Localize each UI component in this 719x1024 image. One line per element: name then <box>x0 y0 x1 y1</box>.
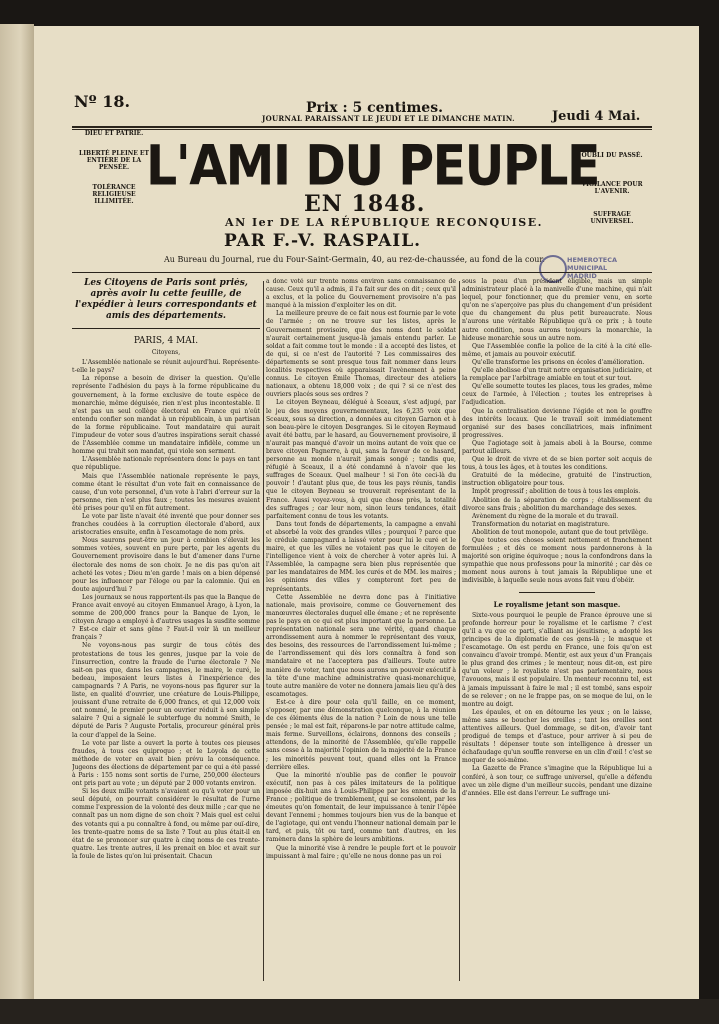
paragraph: Dans tout fonds de départements, la campagne a envahi et absorbé la voix des grandes villes ; pourquoi ? parce que le crédule campagnard a laissé voter pour lui le curé et le maire, et que les villes ne votaient pas que le citoyen de l'intelligence vient à voix de chercher à voter après lui. A l'Assemblée, la campagne sera bien plus représentée que par les mandataires de MM. les curés et de MM. les maires ; les opinions des villes y compteront fort peu de représentants. <box>266 520 456 593</box>
stamp-line-3: MADRID <box>567 272 597 280</box>
issue-number: Nº 18. <box>74 92 131 111</box>
year-heading: EN 1848. <box>304 191 426 217</box>
paragraph: Gratuité de la médecine, gratuité de l'instruction, instruction obligatoire pour tous. <box>462 472 652 488</box>
motto-left-2: LIBERTÉ PLEINE ET ENTIÈRE DE LA PENSÉE. <box>79 150 149 171</box>
paragraph: Que la minorité n'oublie pas de confier le pouvoir exécutif, non pas à ces pâles imitateurs de la politique imposée dix-huit ans à Louis-Philippe par les ennemis de la France ; politique de tremblement, qui se consolent, par les émeutes qu'on fomentait, de leur impuissance à tenir l'épée devant l'ennemi ; hommes toujours bien vus de la banque et de l'agiotage, qui ont vendu l'honneur national demain par le tard, et puis, tôt ou tard, comme tant d'autres, en les ramènera dans la sphère de leurs ambitions. <box>266 771 456 844</box>
publication-subtitle: JOURNAL PARAISSANT LE JEUDI ET LE DIMANCHE MATIN. <box>262 114 515 123</box>
paragraph: Les épaules, et on en détourne les yeux ; on le laisse, même sans se boucher les oreilles ; tant les oreilles sont attentives ailleurs. Quel dommage, se dit-on, d'avoir tant prodigué de temps et d'astuce, pour arriver à si peu de résultats ! dépenser toute son intelligence à dresser un échafaudage qu'un souffle renverse en un clin d'œil ! c'est se moquer de soi-même. <box>462 708 652 765</box>
paragraph: Abolition de la séparation de corps ; établissement du divorce sans frais ; abolition du marchandage des sexes. <box>462 496 652 512</box>
paragraph: Le vote par liste n'avait été inventé que pour donner ses franches coudées à la corruption électorale d'abord, aux aristocraties ensuite, enfin à l'escamotage de nom près. <box>72 512 260 537</box>
motto-left-1: DIEU ET PATRIE. <box>84 130 144 137</box>
author-line: PAR F.-V. RASPAIL. <box>224 231 422 251</box>
paragraph: Transformation du notariat en magistrature. <box>472 520 610 528</box>
motto-right-1: OUBLI DU PASSÉ. <box>581 152 643 159</box>
motto-right-2: VIGILANCE POUR L'AVENIR. <box>581 181 643 195</box>
office-address: Au Bureau du Journal, rue du Four-Saint-Germain, 40, au rez-de-chaussée, au fond de la cour. <box>164 255 545 264</box>
newspaper-page <box>34 26 699 999</box>
paragraph: La réponse a besoin de diviser la question. Qu'elle représente l'adhésion du pays à la forme républicaine du gouvernement, à la forme exclusive de toute espèce de monarchie, même déguisée, rien n'est plus incontestable. Il n'est pas un seul collège électoral en France qui n'eût entendu confier son mandat à un républicain, à un partisan de la forme républicaine. Tout mandataire qui aurait l'impudeur de voter sous d'autres inspirations serait chassé de l'Assemblée comme un mandataire infidèle, comme un homme qui trahit son mandat, qui viole son serment. <box>72 375 260 456</box>
paragraph: Qu'elle transforme les prisons en écoles d'amélioration. <box>472 358 645 366</box>
paragraph: a donc voté sur trente noms environ sans connaissance de cause. Ceux qu'il a admis, il l'a fait sur des on dit ; ceux qu'il a exclus, et la police du Gouvernement provisoire n'a pas manqué à la mission d'exploiter les on dit. <box>266 278 456 310</box>
paragraph: Sixte-vous pourquoi le peuple de France éprouve une si profonde horreur pour le royalisme et le carlisme ? c'est qu'il a vu que ce parti, s'alliant au jésuitisme, a adopté les principes de la diplomatie de ces gens-là ; le masque et l'escamotage. On est perdu en France, une fois qu'on est convaincu d'avoir trompé. Mentir, est aux yeux d'un Français le plus grand des crimes ; le menteur, nous dit-on, est pire qu'un voleur ; le royaliste n'est pas parlementaire, nous l'avouons, mais il est populaire. Un menteur reconnu tel, est à jamais impuissant à faire le mal ; il est tombé, sans espoir de se relever ; on ne le frappe pas, on se moque de lui, on le montre au doigt. <box>462 611 652 708</box>
masthead-rule-top-thin <box>72 129 652 130</box>
paragraph: Que le droit de vivre et de se bien porter soit acquis de tous, à tous les âges, et à toutes les conditions. <box>462 456 652 472</box>
republique-line: AN Ier DE LA RÉPUBLIQUE RECONQUISE. <box>225 216 543 229</box>
paragraph: La Gazette de France s'imagine que la République lui a conféré, à son tour, ce suffrage universel, qu'elle a défendu avec un zèle digne d'un meilleur succès, pendant une dizaine d'années. Elle est dans l'erreur. Le suffrage uni- <box>462 765 652 797</box>
newspaper-title: L'AMI DU PEUPLE <box>146 134 600 198</box>
paragraph: Qu'elle soumette toutes les places, tous les grades, même ceux de l'armée, à l'élection ; toutes les entreprises à l'adjudication. <box>462 383 652 407</box>
paragraph: Que l'agiotage soit à jamais aboli à la Bourse, comme partout ailleurs. <box>462 439 652 455</box>
paragraph: L'Assemblée nationale se réunit aujourd'hui. Représente-t-elle le pays? <box>72 359 260 375</box>
notice-box: Les Citoyens de Paris sont priés, après avoir lu cette feuille, de l'expédier à leurs correspondants et amis des départements. <box>75 278 257 321</box>
paragraph: Les journaux se nous rapportent-ils pas que la Banque de France avait envoyé au citoyen Emmanuel Arago, à Lyon, la somme de 200,000 francs pour la Banque de Lyon, le citoyen Arago a employé à d'autres usages la susdite somme ? Est-ce clair et sans gêne ? Faut-il voir là un meilleur français ? <box>72 593 260 642</box>
book-spine <box>0 24 34 1004</box>
paragraph: Cette Assemblée ne devra donc pas à l'initiative nationale, mais provisoire, comme ce Gouvernement des manœuvres électorales duquel elle émane ; et ne représente pas le pays en ce qui est plus important que la personne. La représentation nationale sera une vérité, quand chaque arrondissement aura à nommer le représentant des vœux, des besoins, des ressources de l'arrondissement lui-même ; de l'arrondissement qui dès lors connaîtra à fond son mandataire et ne l'acceptera pas d'ailleurs. Toute autre manière de voter, tant que nous aurons un pouvoir exécutif à la tête d'une machine administrative quasi-monarchique, toute autre manière de voter ne donnera jamais lieu qu'à des escamotages. <box>266 593 456 698</box>
paragraph: Si les deux mille votants n'avaient eu qu'à voter pour un seul député, on pourrait considérer le résultat de l'urne comme l'expression de la volonté des deux mille ; car que ne connaît pas un nom digne de son choix ? Mais quel est celui des votants qui a pu connaître à fond, ou même par ouï-dire, les trente-quatre noms de sa liste ? Tout au plus était-il en état de se prononcer sur quatre à cinq noms de ces trente-quatre. Les trente autres, il les prenait en bloc et avait sur la foule de listes qu'on lui présentait. Chacun <box>72 788 260 860</box>
paragraph: Qu'elle abolisse d'un trait notre organisation judiciaire, et la remplace par l'arbitrage amiable en tout et sur tout. <box>462 367 652 383</box>
salutation: Citoyens, <box>151 349 181 357</box>
motto-left-3: TOLÉRANCE RELIGIEUSE ILLIMITÉE. <box>92 184 136 205</box>
price: Prix : 5 centimes. <box>306 100 443 116</box>
column-3 <box>462 278 652 983</box>
paragraph: Mais que l'Assemblée nationale représente le pays, comme étant le résultat d'un vote fait en connaissance de cause, d'un vote personnel, d'un vote à l'abri d'erreur sur la personne, rien n'est plus faux ; toutes les mesures avaient été prises pour qu'il en fût autrement. <box>72 472 260 512</box>
issue-date: Jeudi 4 Mai. <box>552 109 641 124</box>
column-divider-2 <box>459 281 460 981</box>
paragraph: Que la centralisation devienne l'égide et non le gouffre des intérêts locaux. Que le travail soit immédiatement organisé sur des bases conciliatrices, mais infiniment progressives. <box>462 407 652 439</box>
motto-right-3: SUFFRAGE UNIVERSEL. <box>590 211 634 225</box>
stamp-line-2: MUNICIPAL <box>567 264 608 272</box>
scan-background <box>0 999 719 1024</box>
masthead-rule-top <box>72 126 652 128</box>
paragraph: Que toutes ces choses soient nettement et franchement formulées ; et dès ce moment nous pardonnerons à la majorité son origine équivoque ; nous la confondrons dans la sympathie que nous professons pour la minorité ; car dès ce moment nous aurons à tout jamais la République une et indivisible, à laquelle seule nous avons fait vœu d'obéir. <box>462 537 652 585</box>
notice-rule <box>72 328 260 329</box>
article-dateline: PARIS, 4 MAI. <box>133 336 199 346</box>
paragraph: Nous saurons peut-être un jour à combien s'élevait les sommes votées, souvent en pure perte, par les agents du Gouvernement provisoire dans le but d'amener dans l'urne électorale des noms de son choix. Je ne dis pas qu'on ait acheté les votes ; Dieu m'en garde ! mais on a bien dépensé pour les influencer par l'éloge ou par la calomnie. Qui en doute aujourd'hui ? <box>72 537 260 593</box>
column-1 <box>72 278 260 983</box>
stamp-line-1: HEMEROTECA <box>567 256 617 264</box>
paragraph: Que la minorité vise à rendre le peuple fort et le pouvoir impuissant à mal faire ; qu'elle ne nous donne pas un roi <box>266 844 456 860</box>
article-heading: Le royalisme jetant son masque. <box>493 599 621 609</box>
paragraph: Abolition de tout monopole, autant que de tout privilège. <box>472 528 649 536</box>
paragraph: L'Assemblée nationale représentera donc le pays en tant que république. <box>72 456 260 472</box>
paragraph: Impôt progressif ; abolition de tous à tous les emplois. <box>472 488 641 496</box>
section-separator <box>519 592 595 593</box>
paragraph: Est-ce à dire pour cela qu'il faille, en ce moment, s'opposer, par une démonstration quelconque, à la réunion de ces éléments élus de la nation ? Loin de nous une telle pensée ; le mal est fait, réparons-le par notre attitude calme, mais ferme. Surveillons, éclairons, donnons des conseils ; attendons, de la minorité de l'Assemblée, qu'elle rappelle sans cesse à la majorité l'opinion de la majorité de la France ; les minorités peuvent tout, quand elles ont la France derrière elles. <box>266 698 456 771</box>
column-divider-1 <box>263 281 264 981</box>
paragraph: La meilleure preuve de ce fait nous est fournie par le vote de l'armée ; on ne trouve sur les listes, après le Gouvernement provisoire, que des noms dont le soldat n'aurait certainement jusque-là jamais entendu parler. Le soldat a fait comme tout le monde : il a accepté des listes, et de qui, si ce n'est de l'autorité ? Les commissaires des départements se sont presque tous fait nommer dans leurs localités respectives où apparaissait l'avènement à peine connus. Le citoyen Émile Thomas, directeur des ateliers nationaux, a obtenu 18,000 voix ; de qui ? si ce n'est des ouvriers placés sous ses ordres ? <box>266 310 456 399</box>
header-rule <box>72 272 652 273</box>
paragraph: sous la peau d'un président éligible, mais un simple administrateur placé à la manivelle d'une machine, qui n'ait lequel, pour fonctionner, que du premier venu, en sorte qu'on ne s'aperçoive pas plus du changement d'un président que du changement du plus petit bureaucrate. Nous n'aurons une véritable République qu'à ce prix ; à toute autre condition, nous aurons toujours la monarchie, la hideuse monarchie sous un autre nom. <box>462 278 652 342</box>
paragraph: Avènement du règne de la morale et du travail. <box>472 512 619 520</box>
column-2 <box>266 278 456 983</box>
paragraph: Ne voyons-nous pas surgir de tous côtés des protestations de tous les genres, jusque par la voie de l'insurrection, contre la fraude de l'urne électorale ? Ne sait-on pas que, dans les campagnes, le maire, le curé, le bedeau, imposaient leurs listes à l'inexpérience des campagnards ? A Paris, ne voyons-nous pas figurer sur la liste, en qualité d'ouvrier, une créature de Louis-Philippe, jouissant d'une retraite de 6,000 francs, et qui 12,000 voix ont nommé, le premier pour un ouvrier réduit à son simple salaire ? Qui a signalé le subterfuge du nommé Smith, le député de Paris ? Auguste Portalis, procureur général près la cour d'appel de la Seine. <box>72 642 260 739</box>
paragraph: Que l'Assemblée confie la police de la cité à la cité elle-même, et jamais au pouvoir exécutif. <box>462 342 652 358</box>
paragraph: Le vote par liste a ouvert la porte à toutes ces pieuses fraudes, à tous ces quiproquo ; et le Loyola de cette méthode de voter en avait bien prévu la conséquence. Jugeons des élections de département par ce qui a été passé à Paris : 155 noms sont sortis de l'urne, 250,000 électeurs ont pris part au vote ; un député par 2 000 votants environ. <box>72 739 260 788</box>
stamp-text <box>567 256 617 280</box>
paragraph: Le citoyen Beyneau, délégué à Sceaux, s'est adjugé, par le jeu des moyens gouvernementaux, les 6,235 voix que Sceaux, sous sa direction, a données au citoyen Garnon et à son beau-père le citoyen Desgranges. Si le citoyen Reymaud avait été battu, par le hasard, au Gouvernement provisoire, il n'aurait pas manqué d'avoir un moins autant de voix que ce brave citoyen Pagnerre, à qui, sans la faveur de ce hasard, personne au monde n'aurait jamais songé ; tandis que, réfugié à Sceaux, il a été condamné à n'avoir que les suffrages de Sceaux. Quel malheur ! si l'on ôte ceci-là du pouvoir ! d'autant plus que, de tous les pays réunis, tandis que le citoyen Beyneau se trouverait représentant de la France. Aussi voyez-vous, à qui que chose près, la totalité des suffrages ; car leur nom, sinon leurs tendances, était parfaitement connu de tous les votants. <box>266 399 456 520</box>
